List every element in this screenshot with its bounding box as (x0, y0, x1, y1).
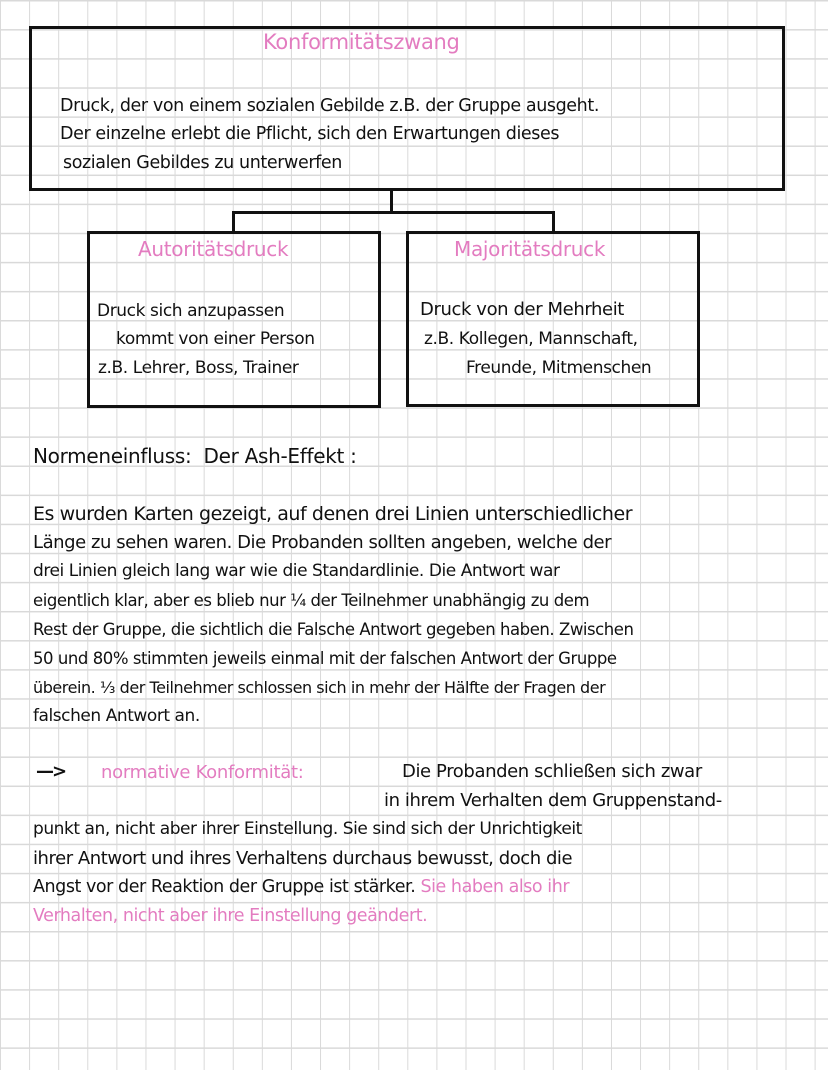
majority-pressure-line-1: Druck von der Mehrheit (420, 299, 624, 320)
main-box-line-1: Druck, der von einem sozialen Gebilde z.B. der Gruppe ausgeht. (60, 96, 599, 116)
main-box-title: Konformitätszwang (263, 30, 460, 54)
majority-pressure-line-3: Freunde, Mitmenschen (466, 358, 652, 378)
paragraph-line: Es wurden Karten gezeigt, auf denen drei Linien unterschiedlicher (33, 503, 633, 525)
main-box-line-3: sozialen Gebildes zu unterwerfen (63, 153, 342, 173)
paragraph-line: eigentlich klar, aber es blieb nur ¼ der Teilnehmer unabhängig zu dem (33, 591, 590, 610)
connector-left-drop (232, 211, 235, 233)
arrow-right-icon: —> (36, 761, 66, 782)
conclusion-line-1: Die Probanden schließen sich zwar (402, 761, 702, 782)
paragraph-line: Rest der Gruppe, die sichtlich die Falsche Antwort gegeben haben. Zwischen (33, 620, 634, 639)
majority-pressure-title: Majoritätsdruck (454, 237, 606, 261)
conclusion-highlight-line: Verhalten, nicht aber ihre Einstellung geändert. (33, 906, 428, 926)
normative-conformity-term: normative Konformität: (101, 762, 304, 783)
paragraph-line: überein. ⅓ der Teilnehmer schlossen sich in mehr der Hälfte der Fragen der (33, 678, 606, 697)
conclusion-line-5-pink: Sie haben also ihr (420, 877, 570, 897)
conclusion-line-3: punkt an, nicht aber ihrer Einstellung. Sie sind sich der Unrichtigkeit (33, 819, 582, 839)
main-box-line-2: Der einzelne erlebt die Pflicht, sich den Erwartungen dieses (60, 124, 560, 144)
authority-pressure-title: Autoritätsdruck (138, 237, 289, 261)
conclusion-line-2: in ihrem Verhalten dem Gruppenstand- (384, 790, 722, 811)
authority-pressure-line-3: z.B. Lehrer, Boss, Trainer (98, 358, 299, 378)
conclusion-line-4: ihrer Antwort und ihres Verhaltens durchaus bewusst, doch die (33, 848, 573, 869)
paragraph-line: drei Linien gleich lang war wie die Standardlinie. Die Antwort war (33, 561, 560, 581)
majority-pressure-line-2: z.B. Kollegen, Mannschaft, (424, 329, 638, 349)
paragraph-line: 50 und 80% stimmten jeweils einmal mit der falschen Antwort der Gruppe (33, 649, 617, 668)
paragraph-line: Länge zu sehen waren. Die Probanden sollten angeben, welche der (33, 532, 612, 553)
conclusion-line-5 (33, 873, 569, 902)
authority-pressure-line-1: Druck sich anzupassen (97, 301, 285, 321)
authority-pressure-line-2: kommt von einer Person (116, 329, 315, 349)
connector-horizontal (232, 211, 555, 214)
conclusion-line-5-black: Angst vor der Reaktion der Gruppe ist stärker. (33, 877, 416, 897)
connector-right-drop (552, 211, 555, 233)
section-heading: Normeneinfluss: Der Ash-Effekt : (33, 444, 357, 468)
paragraph-line: falschen Antwort an. (33, 706, 200, 726)
